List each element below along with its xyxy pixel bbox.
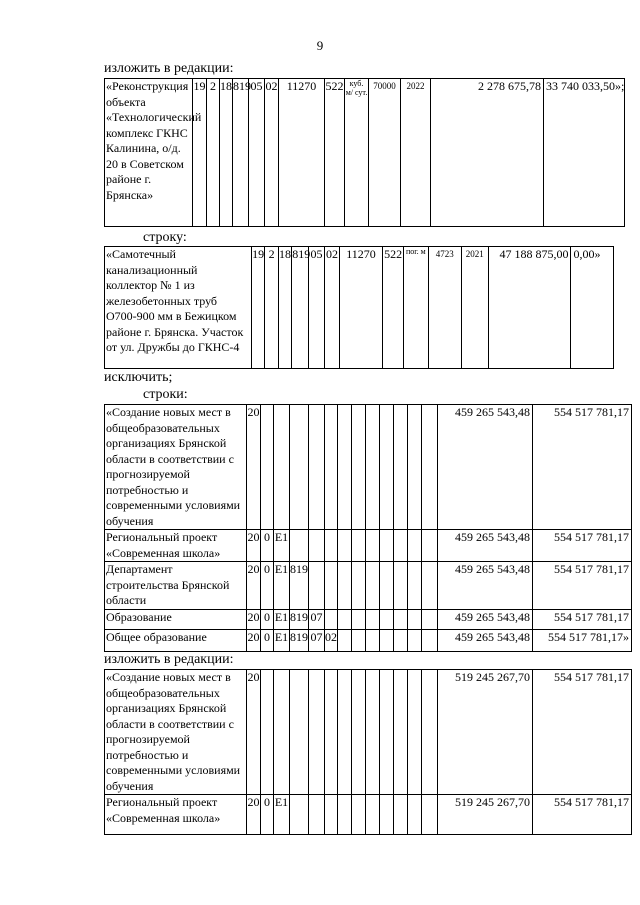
code-cell: E1 — [274, 530, 290, 562]
code-cell: E1 — [274, 562, 290, 610]
code-cell: E1 — [274, 795, 290, 835]
code-cell: 819 — [290, 629, 309, 651]
code-cell: 0 — [261, 562, 274, 610]
code-cell — [274, 670, 290, 795]
code-cell — [290, 530, 309, 562]
code-cell: 02 — [325, 629, 338, 651]
code-cell: E1 — [274, 609, 290, 629]
table-row — [105, 670, 632, 795]
amount-cell: 554 517 781,17 — [533, 670, 632, 795]
code-cell: 819 — [233, 79, 249, 227]
code-cell: 819 — [292, 247, 309, 369]
code-cell — [290, 670, 309, 795]
code-cell: 2 — [265, 247, 278, 369]
amount-cell: 554 517 781,17 — [533, 795, 632, 835]
page-number: 9 — [316, 38, 324, 53]
amount-cell: 459 265 543,48 — [438, 562, 533, 610]
code-cell: 02 — [325, 247, 339, 369]
code-cell — [325, 530, 338, 562]
capacity-cell: 4723 — [428, 247, 461, 369]
code-cell: 11270 — [339, 247, 382, 369]
code-cell: E1 — [274, 629, 290, 651]
code-cell — [309, 562, 325, 610]
amount-cell: 554 517 781,17 — [533, 405, 632, 530]
table-row — [105, 530, 632, 562]
unit-cell: куб. м/ сут. — [345, 79, 369, 227]
code-cell: 20 — [247, 530, 261, 562]
code-cell: 18 — [220, 79, 233, 227]
code-cell: 18 — [278, 247, 291, 369]
code-cell — [325, 405, 338, 530]
code-cell: 0 — [261, 530, 274, 562]
code-cell — [290, 795, 309, 835]
code-cell: 2 — [207, 79, 220, 227]
code-cell: 20 — [247, 795, 261, 835]
instruction-label: изложить в редакции: — [104, 61, 234, 76]
amount-cell: 554 517 781,17 — [533, 562, 632, 610]
instruction-label: строки: — [143, 387, 188, 402]
table-row — [105, 609, 632, 629]
row-name-cell: Департамент строительства Брянской области — [105, 562, 247, 610]
amount-cell: 459 265 543,48 — [438, 629, 533, 651]
object-name-cell: «Реконструкция объекта «Технологический комплекс ГКНС Калинина, о/д. 20 в Советском районе г. Брянска» — [105, 79, 193, 227]
row-name-cell: Общее образование — [105, 629, 247, 651]
row-name-cell: Региональный проект «Современная школа» — [105, 530, 247, 562]
instruction-label: изложить в редакции: — [104, 652, 234, 667]
amount-cell: 2 278 675,78 — [431, 79, 544, 227]
code-cell: 819 — [290, 562, 309, 610]
code-cell: 20 — [247, 629, 261, 651]
row-name-cell: Образование — [105, 609, 247, 629]
code-cell: 20 — [247, 405, 261, 530]
code-cell: 20 — [247, 670, 261, 795]
amount-cell: 33 740 033,50»; — [544, 79, 625, 227]
instruction-label: строку: — [143, 230, 187, 245]
code-cell — [309, 530, 325, 562]
code-cell — [325, 670, 338, 795]
code-cell — [325, 609, 338, 629]
code-cell: 0 — [261, 629, 274, 651]
capacity-cell: 70000 — [369, 79, 401, 227]
amount-cell: 47 188 875,00 — [488, 247, 571, 369]
amount-cell: 554 517 781,17 — [533, 530, 632, 562]
table-revised-row — [104, 78, 625, 227]
table-deleted-row — [104, 246, 614, 369]
code-cell: 05 — [308, 247, 325, 369]
table-row — [105, 405, 632, 530]
code-cell — [290, 405, 309, 530]
table-row — [105, 562, 632, 610]
table-row — [105, 795, 632, 835]
amount-cell: 519 245 267,70 — [438, 795, 533, 835]
amount-cell: 459 265 543,48 — [438, 609, 533, 629]
code-cell: 19 — [251, 247, 264, 369]
amount-cell: 554 517 781,17» — [533, 629, 632, 651]
code-cell: 0 — [261, 795, 274, 835]
object-name-cell: «Самотечный канализационный коллектор № 1 из железобетонных труб О700-900 мм в Бежицком районе г. Брянска. Участок от ул. Дружбы до ГКНС-4 — [105, 247, 252, 369]
year-cell: 2022 — [401, 79, 431, 227]
year-cell: 2021 — [461, 247, 488, 369]
code-cell — [325, 795, 338, 835]
row-name-cell: «Создание новых мест в общеобразовательных организациях Брянской области в соответствии с прогнозируемой потребностью и современными условиями обучения — [105, 670, 247, 795]
row-name-cell: Региональный проект «Современная школа» — [105, 795, 247, 835]
code-cell: 07 — [309, 629, 325, 651]
amount-cell: 459 265 543,48 — [438, 405, 533, 530]
amount-cell: 459 265 543,48 — [438, 530, 533, 562]
code-cell — [309, 405, 325, 530]
code-cell — [261, 670, 274, 795]
amount-cell: 519 245 267,70 — [438, 670, 533, 795]
code-cell: 19 — [193, 79, 207, 227]
code-cell — [274, 405, 290, 530]
table-replaced-rows — [104, 404, 632, 652]
code-cell: 20 — [247, 562, 261, 610]
code-cell — [309, 795, 325, 835]
code-cell: 11270 — [279, 79, 325, 227]
code-cell — [325, 562, 338, 610]
table-new-rows — [104, 669, 632, 835]
code-cell — [261, 405, 274, 530]
code-cell: 20 — [247, 609, 261, 629]
instruction-label: исключить; — [104, 370, 173, 385]
code-cell: 0 — [261, 609, 274, 629]
table-row — [105, 629, 632, 651]
code-cell: 819 — [290, 609, 309, 629]
code-cell — [309, 670, 325, 795]
amount-cell: 0,00» — [571, 247, 614, 369]
code-cell: 522 — [383, 247, 404, 369]
code-cell: 02 — [265, 79, 279, 227]
amount-cell: 554 517 781,17 — [533, 609, 632, 629]
unit-cell: пог. м — [403, 247, 428, 369]
row-name-cell: «Создание новых мест в общеобразовательных организациях Брянской области в соответствии с прогнозируемой потребностью и современными условиями обучения — [105, 405, 247, 530]
code-cell: 05 — [249, 79, 265, 227]
code-cell: 07 — [309, 609, 325, 629]
code-cell: 522 — [325, 79, 345, 227]
